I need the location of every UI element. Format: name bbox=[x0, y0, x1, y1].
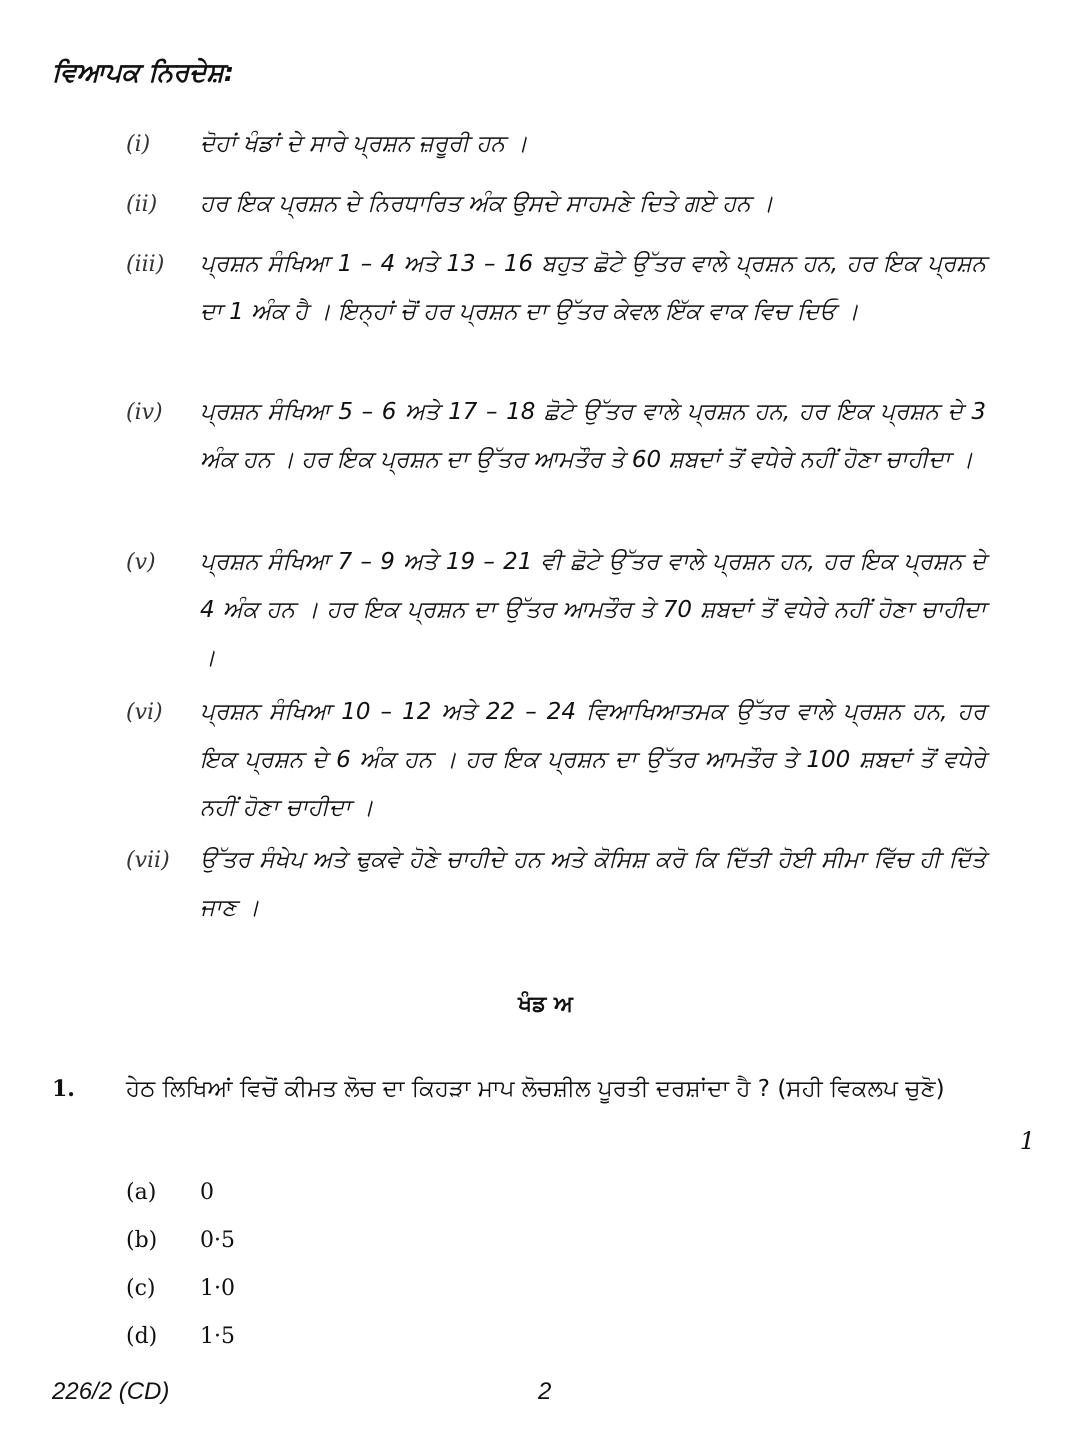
instruction-text: ਦੋਹਾਂ ਖੰਡਾਂ ਦੇ ਸਾਰੇ ਪ੍ਰਸ਼ਨ ਜ਼ਰੂਰੀ ਹਨ । bbox=[200, 131, 528, 157]
instruction-number: (ii) bbox=[126, 192, 158, 217]
instruction-number: (v) bbox=[126, 550, 156, 575]
instruction-text: ਪ੍ਰਸ਼ਨ ਸੰਖਿਆ 7 – 9 ਅਤੇ 19 – 21 ਵੀ ਛੋਟੇ ਉੱਤਰ ਵਾਲੇ ਪ੍ਰਸ਼ਨ ਹਨ, ਹਰ ਇਕ ਪ੍ਰਸ਼ਨ ਦੇ 4 ਅੰਕ ਹਨ । ਹਰ ਇਕ ਪ੍ਰਸ਼ਨ ਦਾ ਉੱਤਰ ਆਮਤੌਰ ਤੇ 70 ਸ਼ਬਦਾਂ ਤੋਂ ਵਧੇਰੇ ਨਹੀਂ ਹੋਣਾ ਚਾਹੀਦਾ । bbox=[200, 549, 986, 671]
option-value: 1·5 bbox=[200, 1324, 235, 1349]
option-label: (c) bbox=[126, 1276, 156, 1301]
paper-code: 226/2 (CD) bbox=[52, 1378, 170, 1405]
instruction-number: (vi) bbox=[126, 700, 163, 725]
instruction-number: (iii) bbox=[126, 252, 165, 277]
instruction-text: ਹਰ ਇਕ ਪ੍ਰਸ਼ਨ ਦੇ ਨਿਰਧਾਰਿਤ ਅੰਕ ਉਸਦੇ ਸਾਹਮਣੇ ਦਿਤੇ ਗਏ ਹਨ । bbox=[200, 191, 774, 217]
instruction-text: ਪ੍ਰਸ਼ਨ ਸੰਖਿਆ 10 – 12 ਅਤੇ 22 – 24 ਵਿਆਖਿਆਤਮਕ ਉੱਤਰ ਵਾਲੇ ਪ੍ਰਸ਼ਨ ਹਨ, ਹਰ ਇਕ ਪ੍ਰਸ਼ਨ ਦੇ 6 ਅੰਕ ਹਨ । ਹਰ ਇਕ ਪ੍ਰਸ਼ਨ ਦਾ ਉੱਤਰ ਆਮਤੌਰ ਤੇ 100 ਸ਼ਬਦਾਂ ਤੋਂ ਵਧੇਰੇ ਨਹੀਂ ਹੋਣਾ ਚਾਹੀਦਾ । bbox=[200, 699, 986, 821]
option-label: (a) bbox=[126, 1180, 157, 1205]
section-title: ਖੰਡ ਅ bbox=[518, 992, 573, 1017]
question-marks: 1 bbox=[1019, 1127, 1035, 1155]
question-text: ਹੇਠ ਲਿਖਿਆਂ ਵਿਚੋਂ ਕੀਮਤ ਲੋਚ ਦਾ ਕਿਹੜਾ ਮਾਪ ਲੋਚਸ਼ੀਲ ਪੂਰਤੀ ਦਰਸ਼ਾਂਦਾ ਹੈ ? (ਸਹੀ ਵਿਕਲਪ ਚੁਣੋ) bbox=[126, 1076, 945, 1102]
option-value: 0 bbox=[200, 1180, 214, 1205]
instructions-heading: ਵਿਆਪਕ ਨਿਰਦੇਸ਼: bbox=[52, 58, 235, 88]
instruction-text: ਪ੍ਰਸ਼ਨ ਸੰਖਿਆ 5 – 6 ਅਤੇ 17 – 18 ਛੋਟੇ ਉੱਤਰ ਵਾਲੇ ਪ੍ਰਸ਼ਨ ਹਨ, ਹਰ ਇਕ ਪ੍ਰਸ਼ਨ ਦੇ 3 ਅੰਕ ਹਨ । ਹਰ ਇਕ ਪ੍ਰਸ਼ਨ ਦਾ ਉੱਤਰ ਆਮਤੌਰ ਤੇ 60 ਸ਼ਬਦਾਂ ਤੋਂ ਵਧੇਰੇ ਨਹੀਂ ਹੋਣਾ ਚਾਹੀਦਾ । bbox=[200, 399, 986, 473]
answer-option bbox=[126, 1180, 214, 1205]
option-label: (b) bbox=[126, 1228, 158, 1253]
question-number: 1. bbox=[52, 1076, 75, 1102]
option-value: 1·0 bbox=[200, 1276, 235, 1301]
instruction-number: (i) bbox=[126, 132, 151, 157]
instruction-text: ਪ੍ਰਸ਼ਨ ਸੰਖਿਆ 1 – 4 ਅਤੇ 13 – 16 ਬਹੁਤ ਛੋਟੇ ਉੱਤਰ ਵਾਲੇ ਪ੍ਰਸ਼ਨ ਹਨ, ਹਰ ਇਕ ਪ੍ਰਸ਼ਨ ਦਾ 1 ਅੰਕ ਹੈ । ਇਨ੍ਹਾਂ ਚੋਂ ਹਰ ਪ੍ਰਸ਼ਨ ਦਾ ਉੱਤਰ ਕੇਵਲ ਇੱਕ ਵਾਕ ਵਿਚ ਦਿਓ । bbox=[200, 251, 986, 325]
instruction-number: (iv) bbox=[126, 400, 163, 425]
instruction-text: ਉੱਤਰ ਸੰਖੇਪ ਅਤੇ ਢੁਕਵੇ ਹੋਣੇ ਚਾਹੀਦੇ ਹਨ ਅਤੇ ਕੋਸਿਸ਼ ਕਰੋ ਕਿ ਦਿੱਤੀ ਹੋਈ ਸੀਮਾ ਵਿੱਚ ਹੀ ਦਿੱਤੇ ਜਾਣ । bbox=[200, 847, 986, 921]
answer-option bbox=[126, 1276, 235, 1301]
option-value: 0·5 bbox=[200, 1228, 235, 1253]
answer-option bbox=[126, 1228, 235, 1253]
instruction-number: (vii) bbox=[126, 848, 170, 873]
option-label: (d) bbox=[126, 1324, 158, 1349]
answer-option bbox=[126, 1324, 235, 1349]
page-number: 2 bbox=[538, 1378, 552, 1405]
